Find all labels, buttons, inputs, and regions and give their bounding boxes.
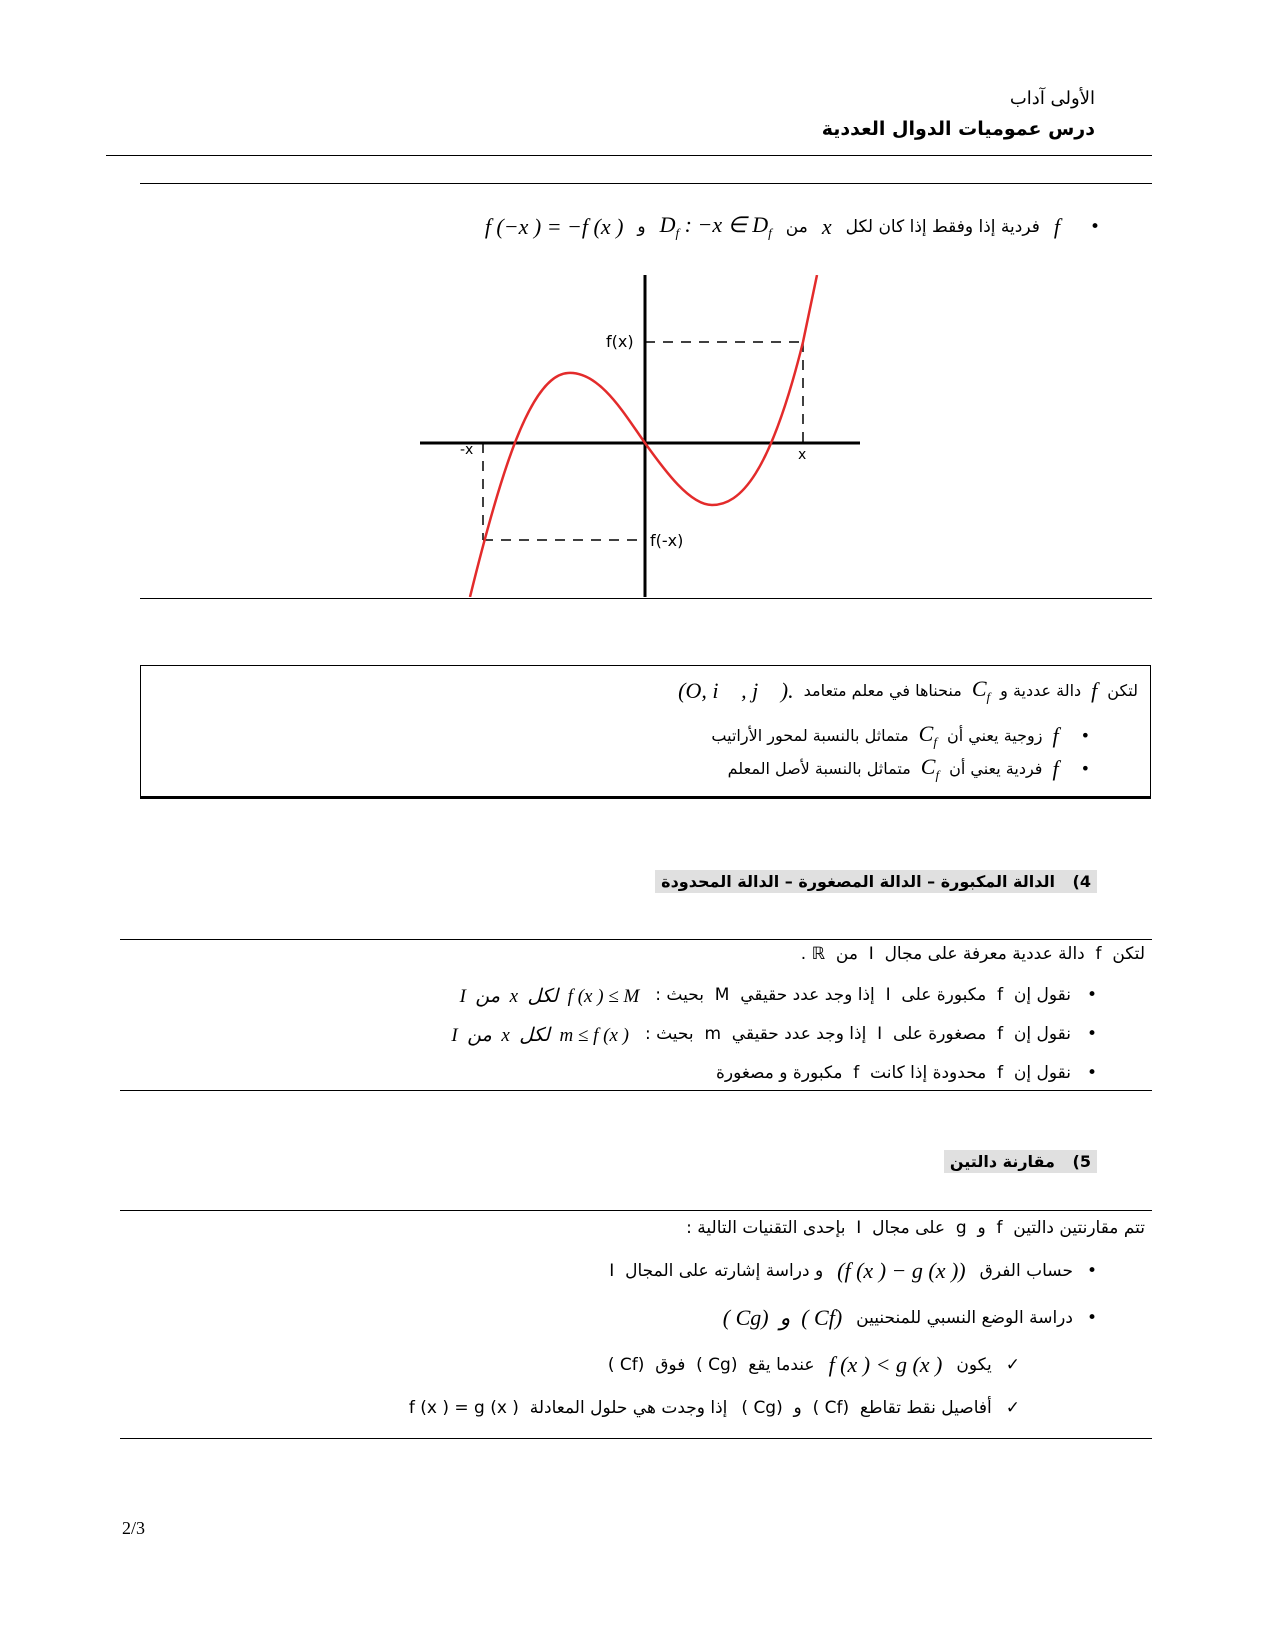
word-and: و — [637, 216, 646, 237]
section-4-item — [460, 985, 1097, 1008]
section-4-title: الدالة المكبورة – الدالة المصغورة – الدالة المحدودة — [661, 872, 1055, 891]
section-4-item — [451, 1024, 1097, 1047]
section-4-item-math: f (x ) ≤ M لكل x من I — [459, 986, 640, 1007]
section-5-item-text: دراسة الوضع النسبي للمنحنيين — [856, 1308, 1073, 1328]
section-4-intro: لتكن f دالة عددية معرفة على مجال I من ℝ . — [800, 944, 1145, 964]
box-intro-end: منحناها في معلم متعامد — [803, 681, 962, 701]
box-item — [711, 721, 1090, 750]
section-4-item-text: نقول إن f محدودة إذا كانت f مكبورة و مصغورة — [715, 1063, 1071, 1083]
header-divider — [106, 155, 1152, 156]
section-4-item-math: m ≤ f (x ) لكل x من I — [451, 1025, 629, 1046]
section-4-item-text: نقول إن f مكبورة على I إذا وجد عدد حقيقي M بحيث : — [655, 985, 1071, 1005]
label-fx: f(x) — [606, 332, 634, 351]
section-5-check-post: عندما يقع (Cg ) فوق (Cf ) — [607, 1355, 815, 1375]
section-4-number: 4) — [1072, 872, 1091, 891]
page-title: درس عموميات الدوال العددية — [821, 118, 1095, 140]
box-intro — [678, 676, 1138, 705]
check-icon: ✓ — [1005, 1398, 1020, 1418]
section-5-title: مقارنة دالتين — [949, 1152, 1055, 1171]
box-item — [728, 754, 1090, 783]
box-intro-word: لتكن — [1107, 681, 1138, 701]
section-5-number: 5) — [1072, 1152, 1091, 1171]
section-5-check — [409, 1398, 1020, 1418]
section-5-item-text: حساب الفرق — [979, 1261, 1073, 1281]
symbol-f: f — [1091, 677, 1098, 703]
box-item-pre: زوجية يعني أن — [946, 726, 1043, 746]
domain-condition: $D_f$ : −x ∈ $D_f$ — [659, 212, 772, 241]
odd-equation: f (−x ) = −f (x ) — [484, 213, 624, 239]
section-5-check-text: يكون — [956, 1355, 992, 1375]
check-icon: ✓ — [1005, 1355, 1020, 1375]
section-4-top-rule — [120, 939, 1152, 940]
bullet: • — [1086, 1063, 1097, 1083]
section-5-item-math: (f (x ) − g (x )) — [837, 1258, 966, 1283]
word-min: من — [785, 216, 808, 237]
bullet: • — [1086, 1024, 1097, 1044]
bullet: • — [1086, 1308, 1097, 1328]
label-x: x — [798, 447, 807, 463]
section-4-bottom-rule — [120, 1090, 1152, 1091]
section-5-check-math: f (x ) < g (x ) — [828, 1352, 943, 1377]
label-negx: -x — [460, 442, 474, 458]
section-4-item-text: نقول إن f مصغورة على I إذا وجد عدد حقيقي m بحيث : — [644, 1024, 1071, 1044]
box-item-post: متماثل بالنسبة لمحور الأراتيب — [711, 726, 909, 746]
symbol-cf: $C_f$ — [920, 754, 940, 783]
frame-symbol: (O, i⃗ , j⃗ ). — [678, 677, 794, 703]
box-item-post: متماثل بالنسبة لأصل المعلم — [727, 759, 911, 779]
symbol-cf: $C_f$ — [918, 721, 937, 750]
bullet: • — [1086, 985, 1097, 1005]
figure-bottom-rule — [140, 598, 1152, 599]
section-5-top-rule — [120, 1210, 1152, 1211]
section-5-item-math: (Cf ) و (Cg ) — [722, 1305, 843, 1330]
section-5-item — [723, 1305, 1097, 1331]
symbol-x: x — [821, 213, 832, 239]
section-5-heading — [944, 1150, 1097, 1173]
odd-function-graph — [420, 275, 860, 597]
section-5-item-post: و دراسة إشارته على المجال I — [609, 1261, 824, 1281]
bullet: • — [1080, 759, 1090, 779]
label-fnegx: f(-x) — [650, 531, 684, 550]
box-intro-rest: دالة عددية و — [1000, 681, 1082, 701]
odd-definition-text: فردية إذا وفقط إذا كان لكل — [845, 216, 1040, 237]
box-item-pre: فردية يعني أن — [949, 759, 1043, 779]
section-5-check-post: إذا وجدت هي حلول المعادلة f (x ) = g (x ) — [408, 1398, 728, 1418]
bullet: • — [1086, 1261, 1097, 1281]
section-5-bottom-rule — [120, 1438, 1152, 1439]
section-5-intro: تتم مقارنتين دالتين f و g على مجال I بإحدى التقنيات التالية : — [686, 1218, 1145, 1238]
symbol-f: f — [1052, 722, 1059, 748]
section-5-check — [608, 1352, 1020, 1378]
top-rule — [140, 183, 1152, 184]
section-4-heading — [655, 870, 1097, 893]
symbol-f: f — [1053, 213, 1060, 239]
section-5-item — [609, 1258, 1097, 1284]
section-5-check-text: أفاصيل نقط تقاطع (Cf ) و (Cg ) — [741, 1398, 992, 1418]
page-number: 2/3 — [122, 1518, 146, 1538]
symbol-cf: $C_f$ — [971, 676, 991, 705]
parity-box — [140, 665, 1151, 799]
symbol-f: f — [1052, 755, 1059, 781]
bullet: • — [1080, 726, 1090, 746]
bullet: • — [1089, 216, 1100, 237]
section-4-item — [716, 1063, 1097, 1083]
header-level: الأولى آداب — [1009, 88, 1095, 109]
odd-definition — [400, 212, 1100, 241]
